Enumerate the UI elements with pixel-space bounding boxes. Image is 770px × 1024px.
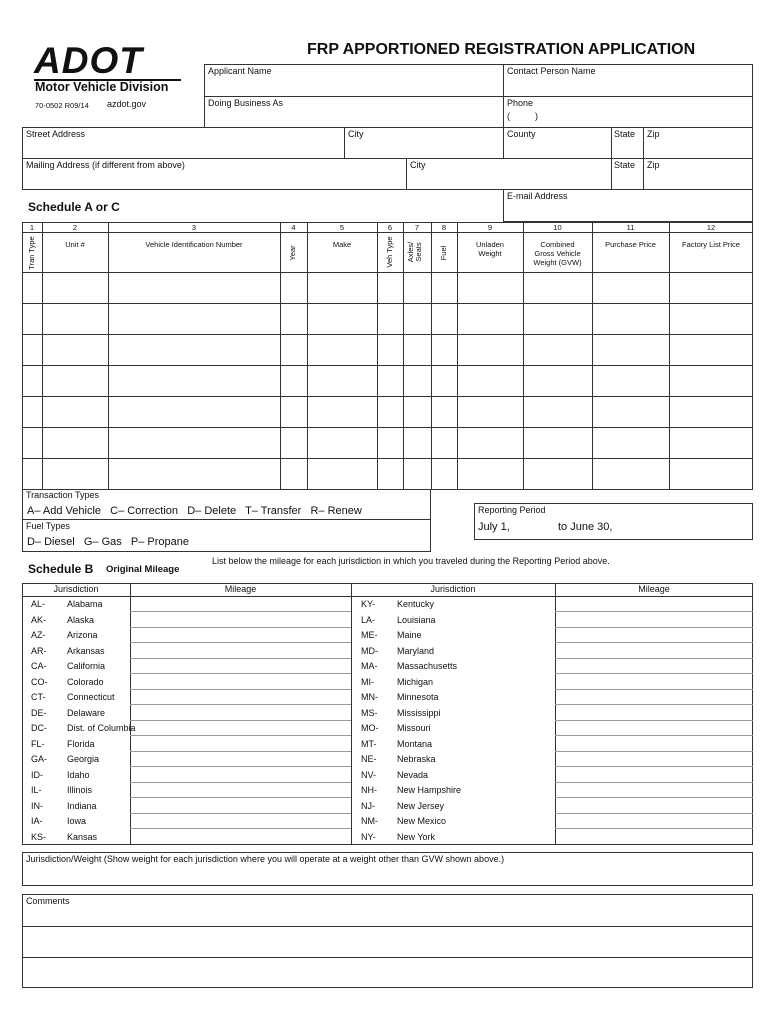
- mileage-field[interactable]: [557, 800, 751, 813]
- applicant-name-label: Applicant Name: [208, 66, 272, 76]
- phone-parens: ( ): [507, 111, 538, 121]
- jurisdiction-name: Kansas: [67, 831, 98, 842]
- mailing-zip-field[interactable]: [644, 172, 752, 189]
- row-line: [555, 720, 753, 721]
- email-label: E-mail Address: [507, 191, 568, 201]
- schedule-b-title: Schedule B: [28, 562, 94, 576]
- schedule-b-instruction: List below the mileage for each jurisdiction in which you traveled during the Reporting Period above.: [212, 556, 610, 566]
- division-name: Motor Vehicle Division: [35, 80, 169, 94]
- mileage-field[interactable]: [557, 707, 751, 720]
- mileage-field[interactable]: [132, 598, 349, 611]
- state-label: State: [614, 129, 636, 139]
- jurisdiction-code: MD-: [361, 645, 378, 656]
- jurisdiction-name: Maryland: [397, 645, 435, 656]
- row-line: [130, 735, 351, 736]
- fuel-types-label: Fuel Types: [26, 521, 70, 531]
- mileage-field[interactable]: [132, 769, 349, 782]
- jurisdiction-name: Alabama: [67, 599, 103, 609]
- contact-person-label: Contact Person Name: [507, 66, 596, 76]
- header-unladen-2: Weight: [478, 249, 502, 258]
- jurisdiction-name: Connecticut: [67, 692, 115, 702]
- jurisdiction-code: IL-: [31, 785, 42, 795]
- form-number: 70-0502 R09/14: [35, 101, 89, 110]
- mileage-field[interactable]: [557, 614, 751, 627]
- row-line: [130, 720, 351, 721]
- row-line: [555, 658, 753, 659]
- phone-field[interactable]: [560, 110, 750, 127]
- reporting-period-end: to June 30,: [558, 521, 613, 533]
- mileage-field[interactable]: [557, 753, 751, 766]
- header-cgvw-3: Weight (GVW): [533, 258, 582, 267]
- jurisdiction-code: LA-: [361, 614, 376, 625]
- row-line: [130, 658, 351, 659]
- dba-label: Doing Business As: [208, 98, 284, 108]
- mileage-field[interactable]: [557, 831, 751, 844]
- divider: [351, 583, 352, 845]
- vehicle-row-4[interactable]: [23, 366, 752, 396]
- jurisdiction-name: Delaware: [67, 707, 106, 718]
- mileage-field[interactable]: [557, 660, 751, 673]
- header-unladen-1: Unladen: [476, 240, 504, 249]
- zip-label: Zip: [647, 129, 660, 139]
- jurisdiction-header-right: Jurisdiction: [430, 584, 476, 594]
- jurisdiction-name: New Mexico: [397, 816, 447, 826]
- header-make: Make: [332, 240, 352, 249]
- mileage-field[interactable]: [132, 800, 349, 813]
- mileage-header-left: Mileage: [224, 584, 257, 594]
- jurisdiction-name: Illinois: [67, 785, 93, 795]
- jurisdiction-name: Arizona: [67, 630, 98, 640]
- mileage-field[interactable]: [557, 676, 751, 689]
- comments-label: Comments: [26, 896, 70, 906]
- jurisdiction-name: Nevada: [397, 769, 429, 780]
- mileage-field[interactable]: [132, 660, 349, 673]
- divider: [555, 583, 556, 845]
- mileage-field[interactable]: [132, 784, 349, 797]
- jurisdiction-name: Georgia: [67, 754, 100, 764]
- mileage-field[interactable]: [132, 753, 349, 766]
- mailing-city-label: City: [410, 160, 426, 170]
- col-number: 9: [487, 223, 493, 232]
- jurisdiction-name: Arkansas: [67, 645, 105, 656]
- county-field[interactable]: [504, 141, 610, 157]
- vehicle-row-7[interactable]: [23, 459, 752, 489]
- page-title: FRP APPORTIONED REGISTRATION APPLICATION: [307, 41, 696, 58]
- jurisdiction-code: FL-: [31, 738, 45, 749]
- city-field[interactable]: [345, 141, 502, 157]
- row-line: [555, 797, 753, 798]
- header-unit: Unit #: [65, 240, 85, 249]
- jurisdiction-name: New York: [397, 831, 436, 842]
- col-number: 10: [553, 223, 562, 232]
- jurisdiction-name: Dist. of Columbia: [67, 723, 136, 733]
- reporting-end-year-field[interactable]: [615, 520, 750, 535]
- contact-person-field[interactable]: [504, 78, 752, 95]
- jurisdiction-code: CO-: [31, 676, 48, 687]
- mileage-field[interactable]: [132, 815, 349, 828]
- jurisdiction-code: MT-: [361, 738, 377, 749]
- row-line: [555, 813, 753, 814]
- col-number: 4: [291, 223, 296, 232]
- mileage-field[interactable]: [557, 722, 751, 735]
- transaction-types-label: Transaction Types: [26, 490, 100, 500]
- jurisdiction-name: Missouri: [397, 723, 431, 733]
- row-line: [555, 642, 753, 643]
- col-number: 5: [339, 223, 345, 232]
- jurisdiction-code: NY-: [361, 831, 376, 842]
- header-purchase-price: Purchase Price: [605, 240, 656, 249]
- phone-label: Phone: [507, 98, 534, 108]
- mileage-field[interactable]: [557, 645, 751, 658]
- divider: [22, 596, 753, 597]
- jurisdiction-name: Massachusetts: [397, 661, 458, 671]
- jurisdiction-name: New Jersey: [397, 800, 445, 811]
- jurisdiction-name: Idaho: [67, 769, 90, 780]
- col-number: 11: [626, 223, 635, 232]
- jurisdiction-name: Montana: [397, 738, 433, 749]
- row-line: [130, 627, 351, 628]
- jurisdiction-name: New Hampshire: [397, 785, 462, 795]
- row-line: [555, 751, 753, 752]
- mileage-field[interactable]: [132, 738, 349, 751]
- jurisdiction-code: KY-: [361, 599, 376, 609]
- vehicle-row-2[interactable]: [23, 304, 752, 334]
- mileage-field[interactable]: [132, 645, 349, 658]
- header-vin: Vehicle Identification Number: [145, 240, 243, 249]
- jurisdiction-code: MA-: [361, 661, 378, 671]
- applicant-name-field[interactable]: [205, 78, 502, 95]
- mileage-field[interactable]: [557, 738, 751, 751]
- mileage-field[interactable]: [132, 707, 349, 720]
- jurisdiction-name: California: [67, 661, 106, 671]
- street-field[interactable]: [23, 141, 343, 157]
- row-line: [130, 828, 351, 829]
- mileage-field[interactable]: [557, 815, 751, 828]
- jurisdiction-name: Michigan: [397, 676, 434, 687]
- vehicle-row-5[interactable]: [23, 397, 752, 427]
- jurisdiction-name: Colorado: [67, 676, 104, 687]
- row-line: [555, 689, 753, 690]
- jurisdiction-code: IA-: [31, 816, 43, 826]
- row-line: [130, 782, 351, 783]
- jurisdiction-code: NM-: [361, 816, 378, 826]
- row-line: [555, 735, 753, 736]
- header-fuel: Fuel: [439, 245, 448, 261]
- jurisdiction-code: AR-: [31, 645, 47, 656]
- header-axles: Axles/: [406, 241, 415, 263]
- row-line: [130, 673, 351, 674]
- dba-field[interactable]: [205, 110, 502, 127]
- mileage-field[interactable]: [557, 629, 751, 642]
- zip-field[interactable]: [644, 141, 752, 157]
- jurisdiction-code: CA-: [31, 661, 47, 671]
- vehicle-row-6[interactable]: [23, 428, 752, 458]
- divider: [204, 96, 753, 97]
- jurisdiction-code: NE-: [361, 754, 377, 764]
- jurisdiction-code: GA-: [31, 754, 48, 764]
- header-year: Year: [288, 245, 297, 261]
- jurisdiction-code: NH-: [361, 785, 377, 795]
- comments-field[interactable]: [23, 908, 752, 987]
- mileage-field[interactable]: [132, 831, 349, 844]
- reporting-start-year-field[interactable]: [515, 520, 555, 535]
- jurisdiction-name: Maine: [397, 630, 422, 640]
- jurisdiction-code: AK-: [31, 614, 47, 625]
- row-line: [555, 627, 753, 628]
- row-line: [555, 611, 753, 612]
- jurisdiction-code: ID-: [31, 769, 43, 780]
- jurisdiction-name: Minnesota: [397, 692, 439, 702]
- reporting-period-start: July 1,: [478, 521, 510, 533]
- mailing-state-label: State: [614, 160, 636, 170]
- mailing-zip-label: Zip: [647, 160, 660, 170]
- fuel-types-values: D– Diesel G– Gas P– Propane: [27, 536, 190, 548]
- jurisdiction-code: DC-: [31, 723, 47, 733]
- adot-logo-text: ADOT: [34, 40, 143, 81]
- mileage-field[interactable]: [557, 691, 751, 704]
- row-line: [130, 797, 351, 798]
- city-label: City: [348, 129, 364, 139]
- jurisdiction-code: ME-: [361, 630, 378, 640]
- email-field[interactable]: [504, 203, 752, 221]
- jurisdiction-name: Alaska: [67, 614, 95, 625]
- state-field[interactable]: [612, 141, 642, 157]
- mileage-field[interactable]: [132, 691, 349, 704]
- col-number: 8: [441, 223, 447, 232]
- header-factory-price: Factory List Price: [682, 240, 740, 249]
- row-line: [130, 751, 351, 752]
- jurisdiction-code: MO-: [361, 723, 379, 733]
- row-line: [555, 766, 753, 767]
- mailing-state-field[interactable]: [612, 172, 642, 189]
- row-line: [555, 673, 753, 674]
- jurisdiction-weight-label: Jurisdiction/Weight (Show weight for each jurisdiction where you will operate at a weight other than GVW shown above.): [26, 854, 505, 864]
- mailing-address-label: Mailing Address (if different from above): [26, 160, 185, 170]
- row-line: [130, 689, 351, 690]
- jurisdiction-code: NV-: [361, 769, 377, 780]
- row-line: [130, 611, 351, 612]
- jurisdiction-name: Louisiana: [397, 614, 436, 625]
- jurisdiction-code: AZ-: [31, 630, 46, 640]
- jurisdiction-code: MN-: [361, 692, 378, 702]
- header-tran-type: Tran Type: [27, 236, 36, 270]
- mileage-field[interactable]: [132, 614, 349, 627]
- jurisdiction-name: Nebraska: [397, 754, 436, 764]
- jurisdiction-code: DE-: [31, 707, 47, 718]
- header-seats: Seats: [414, 242, 423, 262]
- jurisdiction-code: MI-: [361, 676, 374, 687]
- vehicle-row-1[interactable]: [23, 273, 752, 303]
- adot-logo: [34, 42, 143, 80]
- row-line: [130, 813, 351, 814]
- vehicle-row-3[interactable]: [23, 335, 752, 365]
- transaction-types-values: A– Add Vehicle C– Correction D– Delete T– Transfer R– Renew: [27, 505, 362, 517]
- row-line: [555, 704, 753, 705]
- divider: [22, 519, 431, 520]
- row-line: [130, 642, 351, 643]
- mileage-field[interactable]: [132, 676, 349, 689]
- col-number: 2: [72, 223, 78, 232]
- mileage-header-right: Mileage: [638, 584, 670, 594]
- jurisdiction-name: Iowa: [67, 816, 87, 826]
- county-label: County: [507, 129, 536, 139]
- mileage-field[interactable]: [557, 769, 751, 782]
- reporting-period-label: Reporting Period: [478, 505, 546, 515]
- col-number: 1: [29, 223, 35, 232]
- col-number: 6: [387, 223, 393, 232]
- jurisdiction-code: AL-: [31, 599, 46, 609]
- mailing-address-field[interactable]: [23, 172, 405, 189]
- street-label: Street Address: [26, 129, 86, 139]
- mileage-field[interactable]: [557, 598, 751, 611]
- header-cgvw-2: Gross Vehicle: [534, 249, 581, 258]
- col-number: 3: [191, 223, 197, 232]
- row-line: [555, 782, 753, 783]
- row-line: [130, 766, 351, 767]
- schedule-b-subtitle: Original Mileage: [106, 564, 180, 575]
- mailing-city-field[interactable]: [407, 172, 610, 189]
- row-line: [555, 828, 753, 829]
- jurisdiction-header-left: Jurisdiction: [53, 584, 99, 594]
- col-number: 7: [414, 223, 420, 232]
- header-veh-type: Veh Type: [385, 236, 394, 268]
- jurisdiction-code: KS-: [31, 831, 47, 842]
- mileage-field[interactable]: [557, 784, 751, 797]
- jurisdiction-name: Florida: [67, 738, 95, 749]
- jurisdiction-name: Indiana: [67, 800, 97, 811]
- header-cgvw-1: Combined: [540, 240, 575, 249]
- mileage-field[interactable]: [132, 629, 349, 642]
- header-axles-seats: [407, 227, 427, 277]
- jurisdiction-code: MS-: [361, 707, 378, 718]
- col-number: 12: [706, 223, 716, 232]
- jurisdiction-code: NJ-: [361, 800, 375, 811]
- jurisdiction-code: CT-: [31, 692, 46, 702]
- mileage-field[interactable]: [132, 722, 349, 735]
- schedule-a-title: Schedule A or C: [28, 200, 120, 214]
- row-line: [130, 704, 351, 705]
- jurisdiction-code: IN-: [31, 800, 43, 811]
- divider: [130, 583, 131, 845]
- website: azdot.gov: [107, 99, 147, 109]
- jurisdiction-name: Kentucky: [397, 599, 435, 609]
- jurisdiction-name: Mississippi: [397, 707, 441, 718]
- jurisdiction-weight-field[interactable]: [23, 867, 752, 885]
